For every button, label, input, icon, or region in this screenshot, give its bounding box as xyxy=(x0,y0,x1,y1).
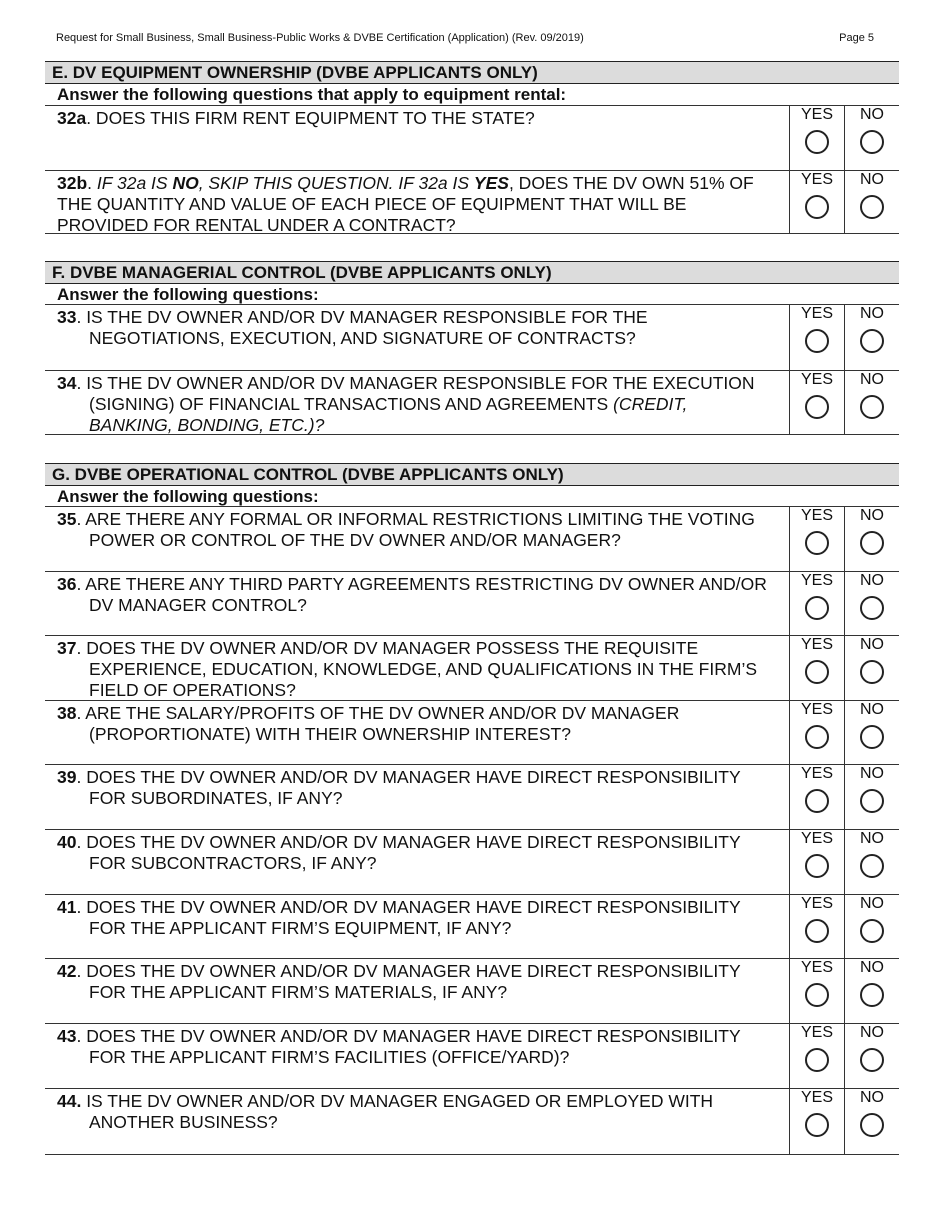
question-32b: 32b. IF 32a IS NO, SKIP THIS QUESTION. IF 32a IS YES, DOES THE DV OWN 51% OF THE QUANTITY AND VALUE OF EACH PIECE OF EQUIPMENT THAT WILL BE PROVIDED FOR RENTAL UNDER A CONTRACT? xyxy=(57,173,754,235)
no-radio-44[interactable] xyxy=(860,1113,884,1137)
yes-radio-37[interactable] xyxy=(805,660,829,684)
answer-no-cell xyxy=(844,765,899,829)
question-38: 38. ARE THE SALARY/PROFITS OF THE DV OWNER AND/OR DV MANAGER (PROPORTIONATE) WITH THEIR OWNERSHIP INTEREST? xyxy=(57,703,680,744)
answer-yes-cell xyxy=(789,305,844,370)
form-title: Request for Small Business, Small Business-Public Works & DVBE Certification (Application) (Rev. 09/2019) xyxy=(56,32,584,44)
question-32a: 32a. DOES THIS FIRM RENT EQUIPMENT TO THE STATE? xyxy=(57,108,535,128)
yes-radio-33[interactable] xyxy=(805,329,829,353)
no-label: NO xyxy=(860,830,884,847)
answer-no-cell xyxy=(844,636,899,700)
question-44: 44. IS THE DV OWNER AND/OR DV MANAGER ENGAGED OR EMPLOYED WITH ANOTHER BUSINESS? xyxy=(57,1091,714,1132)
no-label: NO xyxy=(860,701,884,718)
question-row-41 xyxy=(45,895,899,959)
answer-yes-cell xyxy=(789,507,844,571)
question-row-43 xyxy=(45,1024,899,1089)
no-label: NO xyxy=(860,895,884,912)
question-row-32a xyxy=(45,105,899,171)
no-label: NO xyxy=(860,371,884,388)
question-43: 43. DOES THE DV OWNER AND/OR DV MANAGER HAVE DIRECT RESPONSIBILITY FOR THE APPLICANT FIRM’S FACILITIES (OFFICE/YARD)? xyxy=(57,1026,741,1067)
no-label: NO xyxy=(860,171,884,188)
no-radio-36[interactable] xyxy=(860,596,884,620)
yes-radio-40[interactable] xyxy=(805,854,829,878)
no-radio-32a[interactable] xyxy=(860,130,884,154)
no-label: NO xyxy=(860,959,884,976)
yes-radio-39[interactable] xyxy=(805,789,829,813)
yes-label: YES xyxy=(800,830,833,847)
answer-no-cell xyxy=(844,701,899,764)
no-radio-43[interactable] xyxy=(860,1048,884,1072)
section-f-instruction: Answer the following questions: xyxy=(45,284,899,305)
no-radio-37[interactable] xyxy=(860,660,884,684)
question-row-44 xyxy=(45,1089,899,1155)
yes-radio-41[interactable] xyxy=(805,919,829,943)
yes-label: YES xyxy=(800,636,833,653)
answer-no-cell xyxy=(844,830,899,894)
answer-yes-cell xyxy=(789,636,844,700)
no-label: NO xyxy=(860,507,884,524)
no-label: NO xyxy=(860,1024,884,1041)
answer-no-cell xyxy=(844,371,899,434)
yes-label: YES xyxy=(800,371,833,388)
no-label: NO xyxy=(860,572,884,589)
answer-yes-cell xyxy=(789,701,844,764)
yes-label: YES xyxy=(800,1089,833,1106)
answer-no-cell xyxy=(844,106,899,170)
answer-yes-cell xyxy=(789,106,844,170)
question-row-40 xyxy=(45,830,899,895)
question-40: 40. DOES THE DV OWNER AND/OR DV MANAGER HAVE DIRECT RESPONSIBILITY FOR SUBCONTRACTORS, IF ANY? xyxy=(57,832,741,873)
no-radio-42[interactable] xyxy=(860,983,884,1007)
question-row-36 xyxy=(45,572,899,636)
no-radio-41[interactable] xyxy=(860,919,884,943)
question-41: 41. DOES THE DV OWNER AND/OR DV MANAGER HAVE DIRECT RESPONSIBILITY FOR THE APPLICANT FIRM’S EQUIPMENT, IF ANY? xyxy=(57,897,741,938)
question-row-35 xyxy=(45,507,899,572)
no-radio-40[interactable] xyxy=(860,854,884,878)
answer-yes-cell xyxy=(789,171,844,233)
answer-yes-cell xyxy=(789,572,844,635)
question-row-32b xyxy=(45,171,899,234)
no-label: NO xyxy=(860,305,884,322)
section-e-title: E. DV EQUIPMENT OWNERSHIP (DVBE APPLICANTS ONLY) xyxy=(45,61,899,84)
question-row-42 xyxy=(45,959,899,1024)
question-row-38 xyxy=(45,701,899,765)
yes-label: YES xyxy=(800,895,833,912)
section-f-title: F. DVBE MANAGERIAL CONTROL (DVBE APPLICANTS ONLY) xyxy=(45,261,899,284)
section-e-instruction: Answer the following questions that apply to equipment rental: xyxy=(57,85,567,104)
no-radio-35[interactable] xyxy=(860,531,884,555)
answer-no-cell xyxy=(844,305,899,370)
section-g-title: G. DVBE OPERATIONAL CONTROL (DVBE APPLICANTS ONLY) xyxy=(45,463,899,486)
yes-radio-32b[interactable] xyxy=(805,195,829,219)
question-row-34 xyxy=(45,371,899,435)
no-label: NO xyxy=(860,636,884,653)
answer-no-cell xyxy=(844,1089,899,1154)
answer-yes-cell xyxy=(789,1024,844,1088)
page-header xyxy=(56,32,890,48)
yes-radio-35[interactable] xyxy=(805,531,829,555)
answer-no-cell xyxy=(844,895,899,958)
section-e xyxy=(45,61,899,234)
answer-yes-cell xyxy=(789,765,844,829)
question-37: 37. DOES THE DV OWNER AND/OR DV MANAGER POSSESS THE REQUISITE EXPERIENCE, EDUCATION, KNOWLEDGE, AND QUALIFICATIONS IN THE FIRM’S FIELD OF OPERATIONS? xyxy=(57,638,758,700)
yes-label: YES xyxy=(800,1024,833,1041)
no-radio-38[interactable] xyxy=(860,725,884,749)
yes-radio-42[interactable] xyxy=(805,983,829,1007)
section-g-instruction: Answer the following questions: xyxy=(45,486,899,507)
answer-yes-cell xyxy=(789,830,844,894)
no-radio-32b[interactable] xyxy=(860,195,884,219)
yes-radio-32a[interactable] xyxy=(805,130,829,154)
answer-no-cell xyxy=(844,507,899,571)
yes-radio-34[interactable] xyxy=(805,395,829,419)
question-33: 33. IS THE DV OWNER AND/OR DV MANAGER RESPONSIBLE FOR THE NEGOTIATIONS, EXECUTION, AND SIGNATURE OF CONTRACTS? xyxy=(57,307,648,348)
question-row-37 xyxy=(45,636,899,701)
no-label: NO xyxy=(860,106,884,123)
yes-label: YES xyxy=(800,765,833,782)
yes-label: YES xyxy=(800,959,833,976)
no-radio-33[interactable] xyxy=(860,329,884,353)
answer-yes-cell xyxy=(789,371,844,434)
yes-label: YES xyxy=(800,507,833,524)
no-radio-34[interactable] xyxy=(860,395,884,419)
yes-label: YES xyxy=(800,701,833,718)
yes-label: YES xyxy=(800,572,833,589)
answer-no-cell xyxy=(844,959,899,1023)
yes-radio-44[interactable] xyxy=(805,1113,829,1137)
no-label: NO xyxy=(860,765,884,782)
question-35: 35. ARE THERE ANY FORMAL OR INFORMAL RESTRICTIONS LIMITING THE VOTING POWER OR CONTROL OF THE DV OWNER AND/OR MANAGER? xyxy=(57,509,755,550)
question-42: 42. DOES THE DV OWNER AND/OR DV MANAGER HAVE DIRECT RESPONSIBILITY FOR THE APPLICANT FIRM’S MATERIALS, IF ANY? xyxy=(57,961,741,1002)
yes-label: YES xyxy=(800,106,833,123)
answer-no-cell xyxy=(844,572,899,635)
yes-radio-38[interactable] xyxy=(805,725,829,749)
yes-label: YES xyxy=(800,305,833,322)
answer-no-cell xyxy=(844,1024,899,1088)
answer-yes-cell xyxy=(789,959,844,1023)
yes-radio-36[interactable] xyxy=(805,596,829,620)
no-radio-39[interactable] xyxy=(860,789,884,813)
question-row-33 xyxy=(45,305,899,371)
question-34: 34. IS THE DV OWNER AND/OR DV MANAGER RESPONSIBLE FOR THE EXECUTION (SIGNING) OF FINANCIAL TRANSACTIONS AND AGREEMENTS (CREDIT, BANKING, BONDING, ETC.)? xyxy=(57,373,755,435)
no-label: NO xyxy=(860,1089,884,1106)
question-39: 39. DOES THE DV OWNER AND/OR DV MANAGER HAVE DIRECT RESPONSIBILITY FOR SUBORDINATES, IF ANY? xyxy=(57,767,741,808)
question-row-39 xyxy=(45,765,899,830)
yes-radio-43[interactable] xyxy=(805,1048,829,1072)
section-f xyxy=(45,261,899,435)
answer-no-cell xyxy=(844,171,899,233)
page-number: Page 5 xyxy=(839,32,874,44)
section-g xyxy=(45,463,899,1155)
yes-label: YES xyxy=(800,171,833,188)
answer-yes-cell xyxy=(789,1089,844,1154)
question-36: 36. ARE THERE ANY THIRD PARTY AGREEMENTS RESTRICTING DV OWNER AND/OR DV MANAGER CONTROL? xyxy=(57,574,767,615)
answer-yes-cell xyxy=(789,895,844,958)
